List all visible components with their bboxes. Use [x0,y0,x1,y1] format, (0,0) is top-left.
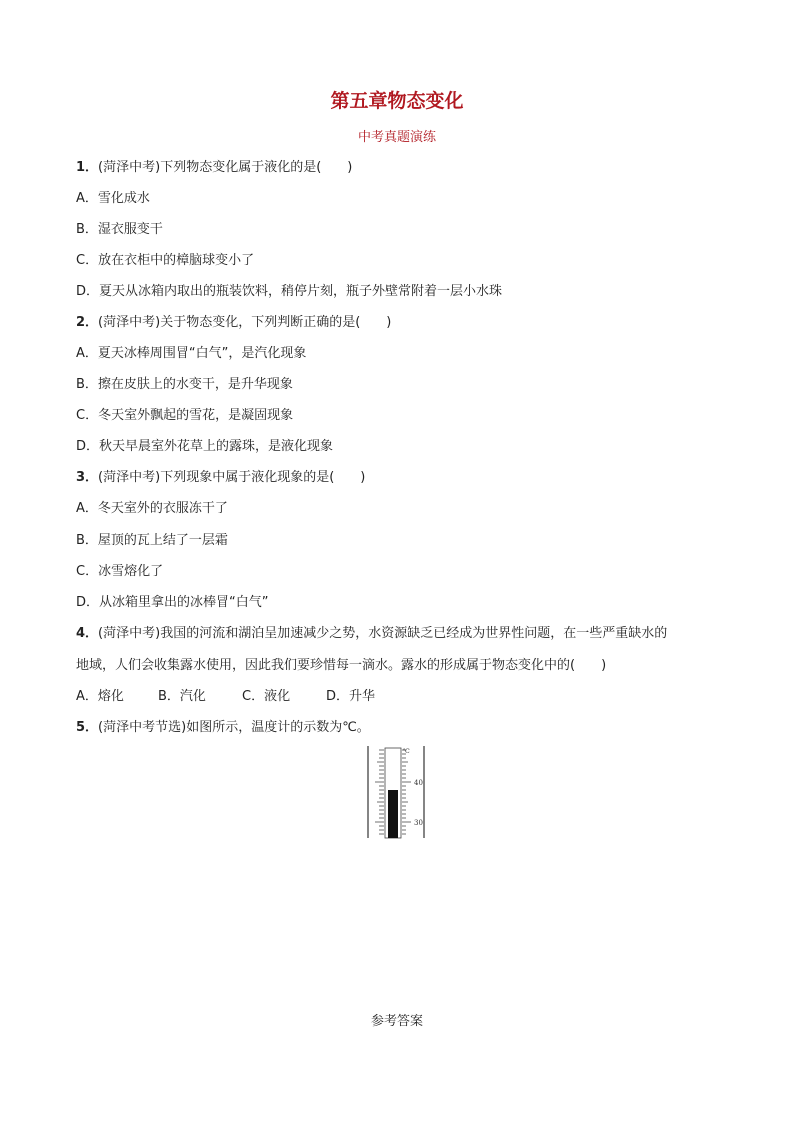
scale-label-top: 40 [414,779,423,787]
right-ticks [402,750,411,834]
q1-option-c: C．放在衣柜中的樟脑球变小了 [76,253,255,268]
question-number: 3． [76,470,99,485]
question-text: (菏泽中考)下列物态变化属于液化的是( ) [98,160,353,175]
question-3-stem [76,466,365,485]
question-4-stem-continued: 地域，人们会收集露水使用，因此我们要珍惜每一滴水。露水的形成属于物态变化中的( ) [76,658,607,673]
q1-option-b: B．湿衣服变干 [76,222,163,237]
q4-option-d: D．升华 [326,689,376,704]
question-4-stem [76,622,667,641]
question-1-stem [76,156,352,175]
q4-option-b: B．汽化 [158,689,206,704]
question-text: (菏泽中考)我国的河流和湖泊呈加速减少之势，水资源缺乏已经成为世界性问题，在一些严重缺水的 [98,626,668,641]
question-text: (菏泽中考)下列现象中属于液化现象的是( ) [98,470,366,485]
q4-option-c: C．液化 [242,689,291,704]
thermometer-figure [366,744,428,840]
question-2-stem [76,311,391,330]
q4-option-a: A．熔化 [76,689,124,704]
q2-option-b: B．擦在皮肤上的水变干，是升华现象 [76,377,293,392]
question-number: 5． [76,720,99,735]
question-number: 1． [76,160,99,175]
question-number: 2． [76,315,99,330]
unit-label: ℃ [403,748,410,755]
q2-option-d: D．秋天早晨室外花草上的露珠，是液化现象 [76,439,334,454]
thermometer-drawing [368,746,424,838]
question-5-stem [76,716,370,735]
q1-option-a: A．雪化成水 [76,191,150,206]
q2-option-a: A．夏天冰棒周围冒“白气”，是汽化现象 [76,346,307,361]
q3-option-d: D．从冰箱里拿出的冰棒冒“白气” [76,595,269,610]
q3-option-c: C．冰雪熔化了 [76,564,164,579]
page-title: 第五章物态变化 [330,90,464,112]
q1-option-d: D．夏天从冰箱内取出的瓶装饮料，稍停片刻，瓶子外壁常附着一层小水珠 [76,284,503,299]
q4-options-row [76,685,375,704]
left-ticks [375,750,384,834]
q3-option-a: A．冬天室外的衣服冻干了 [76,501,228,516]
question-number: 4． [76,626,99,641]
question-text: (菏泽中考节选)如图所示，温度计的示数为℃。 [98,720,370,735]
section-subtitle: 中考真题演练 [357,130,436,145]
thermometer-liquid [388,790,398,838]
scale-label-bottom: 30 [414,819,423,827]
answer-section-heading: 参考答案 [370,1014,423,1029]
q2-option-c: C．冬天室外飘起的雪花，是凝固现象 [76,408,294,423]
q3-option-b: B．屋顶的瓦上结了一层霜 [76,533,228,548]
question-text: (菏泽中考)关于物态变化，下列判断正确的是( ) [98,315,392,330]
